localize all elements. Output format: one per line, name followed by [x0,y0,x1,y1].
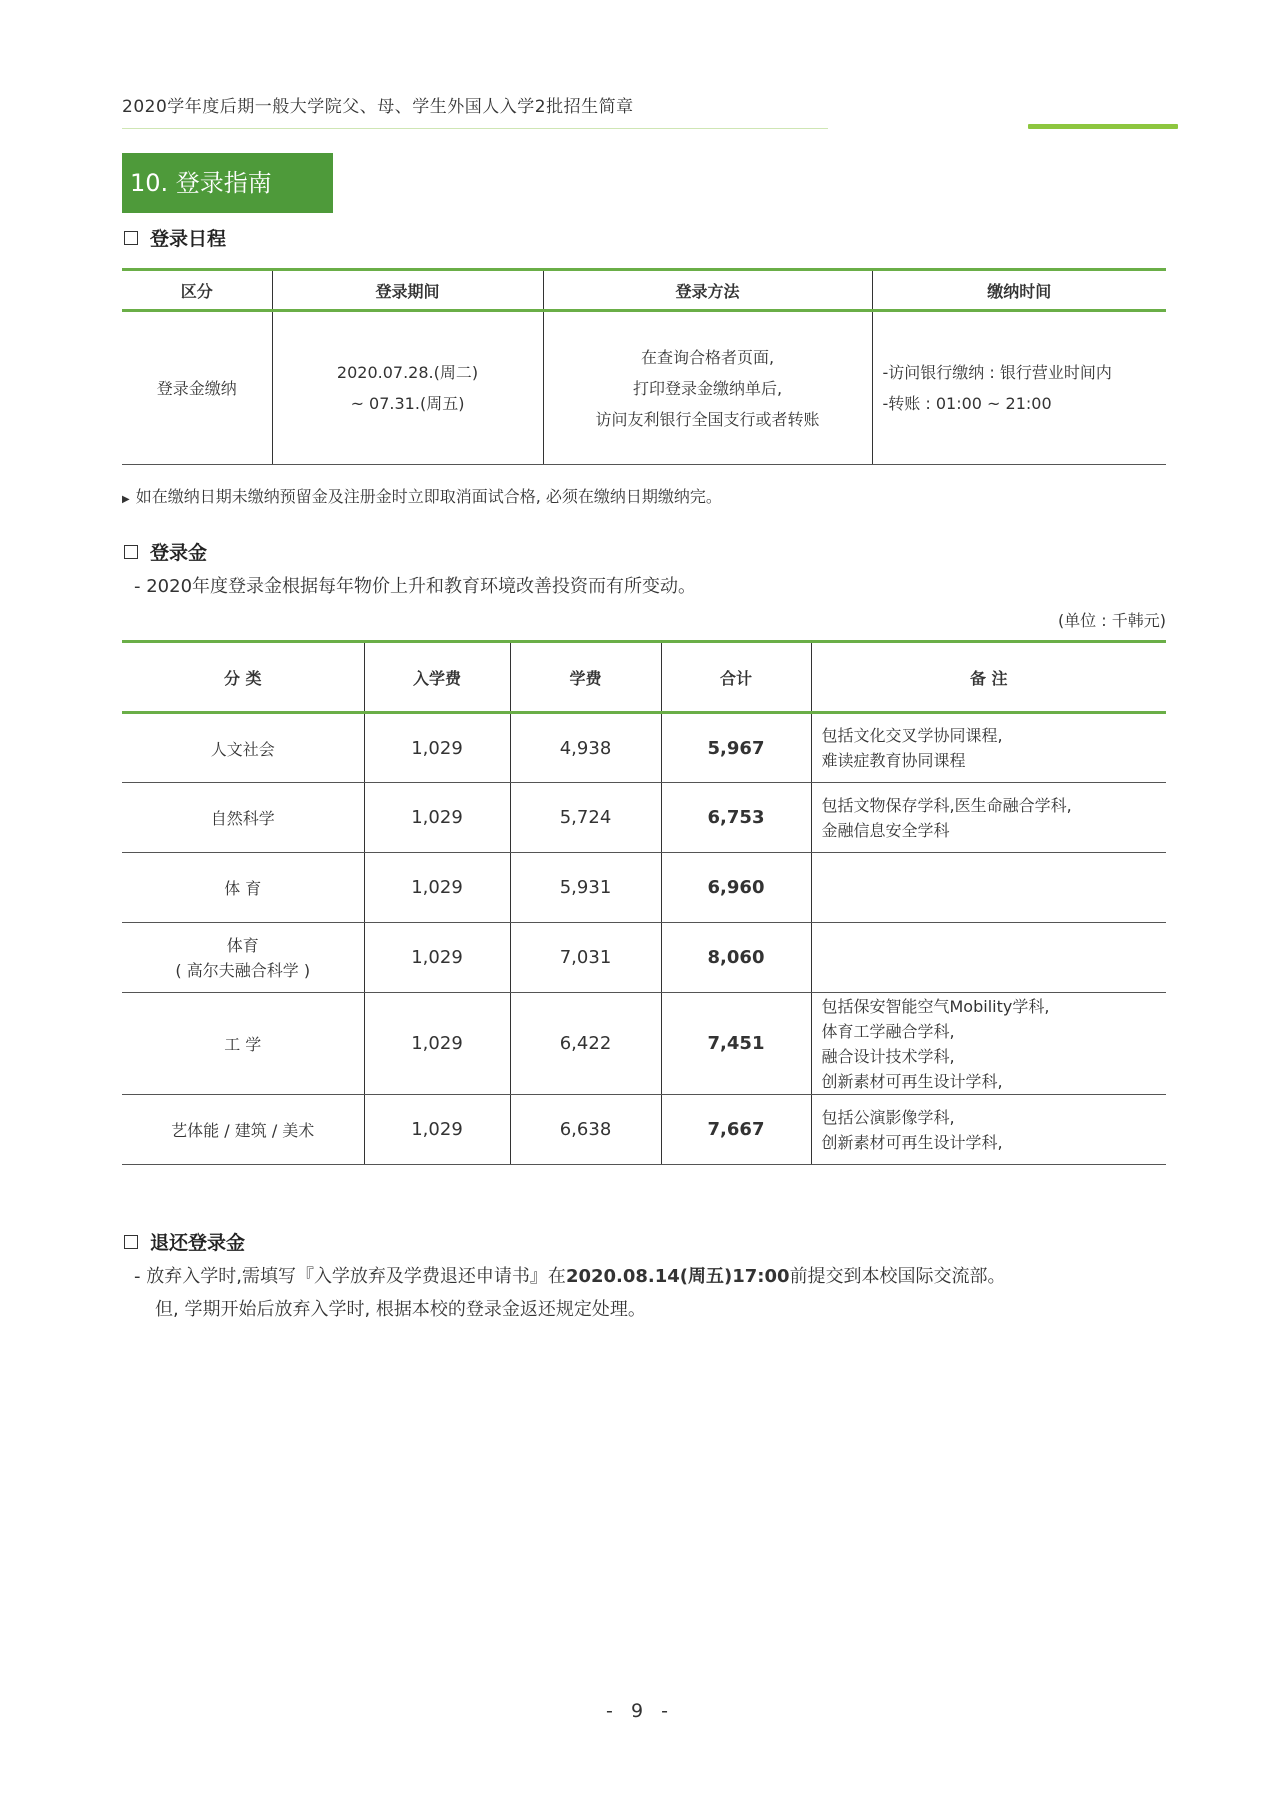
fee-total: 6,960 [661,853,811,923]
page-number: - 9 - [606,1700,674,1722]
table-row [122,783,1166,853]
fee-total: 6,753 [661,783,811,853]
fee-category: 人文社会 [122,713,364,783]
fee-total: 5,967 [661,713,811,783]
period-start: 2020.07.28.(周二) [336,363,479,382]
schedule-col-period: 登录期间 [272,270,543,311]
schedule-period [272,311,543,465]
fees-table [122,640,1166,1165]
fee-category: 工 学 [122,993,364,1095]
checkbox-square-icon [124,545,138,559]
fee-category: 自然科学 [122,783,364,853]
fee-tuition: 4,938 [510,713,661,783]
checkbox-square-icon [124,1235,138,1249]
fee-admission: 1,029 [364,923,510,993]
schedule-heading [124,224,226,251]
fees-heading [124,538,207,565]
checkbox-square-icon [124,231,138,245]
fee-remark [811,923,1166,993]
remark-line: 包括文化交叉学协同课程, [821,726,1003,745]
fee-tuition: 6,422 [510,993,661,1095]
fee-total: 7,667 [661,1095,811,1165]
method-line: 打印登录金缴纳单后, [632,378,783,398]
fee-total: 8,060 [661,923,811,993]
table-row [122,311,1166,465]
fee-tuition: 7,031 [510,923,661,993]
remark-line: 包括文物保存学科,医生命融合学科, [821,795,1072,815]
fee-admission: 1,029 [364,713,510,783]
fee-total: 7,451 [661,993,811,1095]
remark-line: 融合设计技术学科, [821,1046,955,1066]
schedule-col-category: 区分 [122,270,272,311]
fee-remark [811,853,1166,923]
schedule-col-method: 登录方法 [543,270,872,311]
fee-admission: 1,029 [364,783,510,853]
fee-tuition: 6,638 [510,1095,661,1165]
refund-heading [124,1228,245,1255]
fee-admission: 1,029 [364,993,510,1095]
schedule-payment-time [872,311,1166,465]
fee-tuition: 5,931 [510,853,661,923]
header-divider [122,128,828,129]
schedule-heading-label: 登录日程 [150,228,227,250]
fee-tuition: 5,724 [510,783,661,853]
method-line: 在查询合格者页面, [640,347,775,367]
fees-heading-label: 登录金 [150,542,208,564]
payment-line: -转账 : 01:00 ~ 21:00 [882,394,1052,413]
remark-line: 创新素材可再生设计学科, [821,1132,1003,1152]
fees-col-tuition: 学费 [510,642,661,713]
fees-unit: (单位 : 千韩元) [1057,611,1166,630]
remark-line: 难读症教育协同课程 [821,751,966,770]
category-line: ( 高尔夫融合科学 ) [175,960,311,980]
fee-remark [811,1095,1166,1165]
schedule-note-text: 如在缴纳日期未缴纳预留金及注册金时立即取消面试合格, 必须在缴纳日期缴纳完。 [135,487,722,506]
schedule-col-payment-time: 缴纳时间 [872,270,1166,311]
refund-line-2: 但, 学期开始后放弃入学时, 根据本校的登录金返还规定处理。 [155,1299,646,1320]
fee-remark [811,713,1166,783]
fees-col-remark: 备 注 [811,642,1166,713]
schedule-note [122,484,722,507]
header-accent-bar [1028,124,1178,129]
remark-line: 金融信息安全学科 [821,820,950,840]
fee-remark [811,783,1166,853]
remark-line: 包括保安智能空气Mobility学科, [821,996,1050,1016]
fees-col-total: 合计 [661,642,811,713]
payment-line: -访问银行缴纳 : 银行营业时间内 [882,363,1112,382]
table-row [122,853,1166,923]
refund-heading-label: 退还登录金 [150,1232,246,1254]
table-row [122,1095,1166,1165]
refund-deadline: 2020.08.14(周五)17:00 [565,1266,790,1287]
table-row [122,993,1166,1095]
schedule-category: 登录金缴纳 [122,311,272,465]
fees-col-category: 分 类 [122,642,364,713]
refund-line-1-suffix: 前提交到本校国际交流部。 [789,1266,1006,1287]
section-title: 10. 登录指南 [122,153,333,213]
schedule-method [543,311,872,465]
schedule-table [122,268,1166,465]
remark-line: 体育工学融合学科, [821,1021,955,1041]
method-line: 访问友利银行全国支行或者转账 [595,409,820,429]
fee-category: 艺体能 / 建筑 / 美术 [122,1095,364,1165]
refund-line-1 [134,1262,1006,1288]
fee-category: 体 育 [122,853,364,923]
fees-col-admission: 入学费 [364,642,510,713]
category-line: 体育 [226,935,259,955]
fee-remark [811,993,1166,1095]
remark-line: 包括公演影像学科, [821,1107,955,1127]
table-row [122,713,1166,783]
document-header-title: 2020学年度后期一般大学院父、母、学生外国人入学2批招生简章 [122,97,634,117]
fees-description: - 2020年度登录金根据每年物价上升和教育环境改善投资而有所变动。 [134,576,697,597]
table-row [122,923,1166,993]
remark-line: 创新素材可再生设计学科, [821,1071,1003,1091]
triangle-bullet-icon: ▶ [122,494,130,505]
period-end: ~ 07.31.(周五) [350,394,465,413]
refund-line-1-prefix: - 放弃入学时,需填写『入学放弃及学费退还申请书』在 [134,1266,566,1287]
fee-admission: 1,029 [364,853,510,923]
fee-admission: 1,029 [364,1095,510,1165]
fee-category [122,923,364,993]
